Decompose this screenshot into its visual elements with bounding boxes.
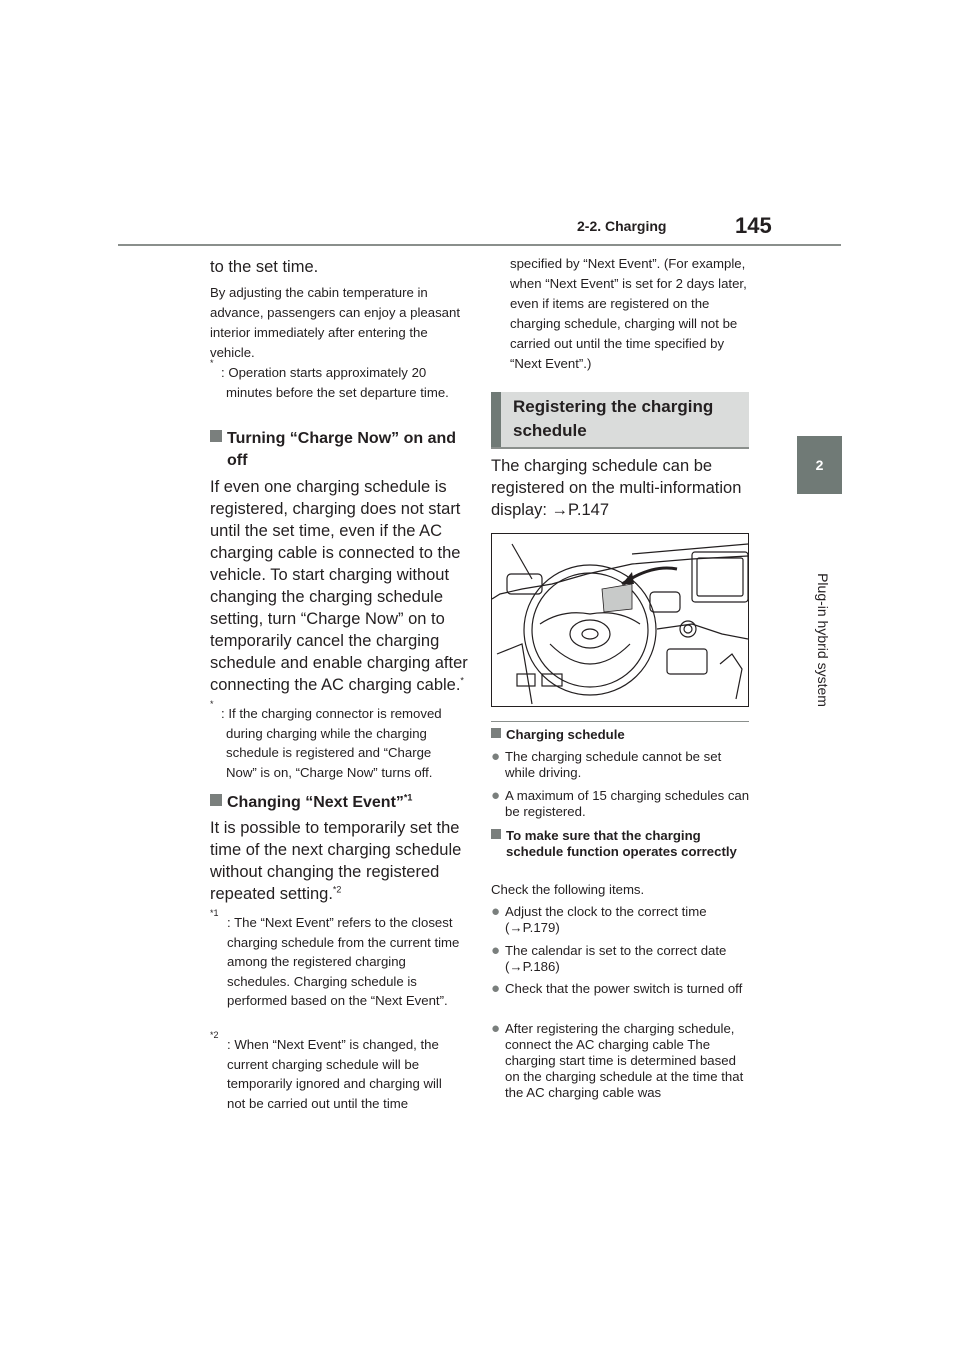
list-item: ● The charging schedule cannot be set while driving. bbox=[491, 748, 722, 780]
bullet-icon: ● bbox=[491, 787, 501, 804]
steering-wheel-illustration bbox=[492, 534, 748, 706]
paragraph-benefit: By adjusting the cabin temperature in advance, passengers can enjoy a pleasant interior immediately after entering the vehicle. bbox=[210, 285, 461, 360]
page-number: 145 bbox=[735, 213, 772, 238]
subheading-next-event: Changing “Next Event”$^{*1}$ bbox=[210, 792, 472, 814]
footnote-3: *1 : The “Next Event” refers to the closest charging schedule from the current time among the registered charging schedules. Charging schedule is performed based on the “Next Event”. bbox=[210, 913, 462, 1011]
list-item: ● Check that the power switch is turned off bbox=[491, 980, 743, 997]
square-bullet-icon bbox=[491, 829, 501, 839]
figure-rule bbox=[491, 721, 749, 722]
footnote-text: : When “Next Event” is changed, the current charging schedule will be temporarily ignored and charging will not be carried out until the time bbox=[227, 1037, 442, 1111]
paragraph-charge-now: If even one charging schedule is registered, charging does not start until the set time, even if the AC charging cable is connected to the vehicle. To start charging without changing the charging schedule setting, turn “Charge Now” on to temporarily cancel the charging schedule and enable charging after connecting the AC charging cable.* bbox=[210, 478, 468, 694]
square-bullet-icon bbox=[491, 728, 501, 738]
paragraph-next-event: It is possible to temporarily set the time of the next charging schedule without changing the registered repeated setting.$^{*2}$ bbox=[210, 819, 462, 903]
chapter-title: Plug-in hybrid system bbox=[815, 573, 831, 707]
bullet-icon: ● bbox=[491, 748, 501, 765]
section-heading: 2-2. Charging bbox=[577, 218, 667, 234]
square-bullet-icon bbox=[210, 430, 222, 442]
section-title-box: Registering the charging schedule bbox=[491, 392, 749, 448]
footnote-1: * : Operation starts approximately 20 minutes before the set departure time. bbox=[210, 363, 460, 402]
list-item: ● After registering the charging schedule, connect the AC charging cable The charging start time is determined based on the charging schedule at the time that the AC charging cable was bbox=[491, 1020, 744, 1100]
chapter-tab: 2 bbox=[797, 436, 842, 494]
subheading-charge-now: Turning “Charge Now” on and off bbox=[210, 428, 472, 472]
footnote-continuation: specified by “Next Event”. (For example, when “Next Event” is set for 2 days later, even if items are registered on the charging schedule, charging will not be carried out until the time specified by “Next Event”.) bbox=[510, 256, 747, 371]
check-intro: Check the following items. bbox=[491, 882, 645, 897]
bullet-icon: ● bbox=[491, 1020, 501, 1037]
square-bullet-icon bbox=[210, 794, 222, 806]
list-item: ● A maximum of 15 charging schedules can be registered. bbox=[491, 787, 750, 819]
list-item: ● The calendar is set to the correct date (→P.186) bbox=[491, 942, 727, 974]
paragraph-register: The charging schedule can be registered on the multi-information display: →P.147 bbox=[491, 457, 742, 519]
subheading-charging-schedule: Charging schedule bbox=[491, 727, 753, 743]
footnote-2: * : If the charging connector is removed during charging while the charging schedule is registered and “Charge Now” is on, “Charge Now” turns off. bbox=[210, 704, 462, 782]
list-item: ● Adjust the clock to the correct time (→P.179) bbox=[491, 903, 707, 935]
header-rule bbox=[118, 244, 841, 246]
footnote-text: : Operation starts approximately 20 minutes before the set departure time. bbox=[221, 365, 449, 400]
dashboard-illustration bbox=[491, 533, 749, 707]
section-rule bbox=[491, 447, 749, 449]
footnote-text: : If the charging connector is removed during charging while the charging schedule is registered and “Charge Now” is on, “Charge Now” turns off. bbox=[221, 706, 442, 780]
subheading-check: To make sure that the charging schedule function operates correctly bbox=[491, 828, 753, 860]
bullet-icon: ● bbox=[491, 903, 501, 920]
bullet-icon: ● bbox=[491, 942, 501, 959]
footnote-text: : The “Next Event” refers to the closest charging schedule from the current time among the registered charging schedules. Charging schedule is performed based on the “Next Event”. bbox=[227, 915, 460, 1008]
paragraph-continuation: to the set time. bbox=[210, 258, 319, 276]
bullet-icon: ● bbox=[491, 980, 501, 997]
footnote-4: *2 : When “Next Event” is changed, the current charging schedule will be temporarily ignored and charging will not be carried out until the time bbox=[210, 1035, 462, 1113]
